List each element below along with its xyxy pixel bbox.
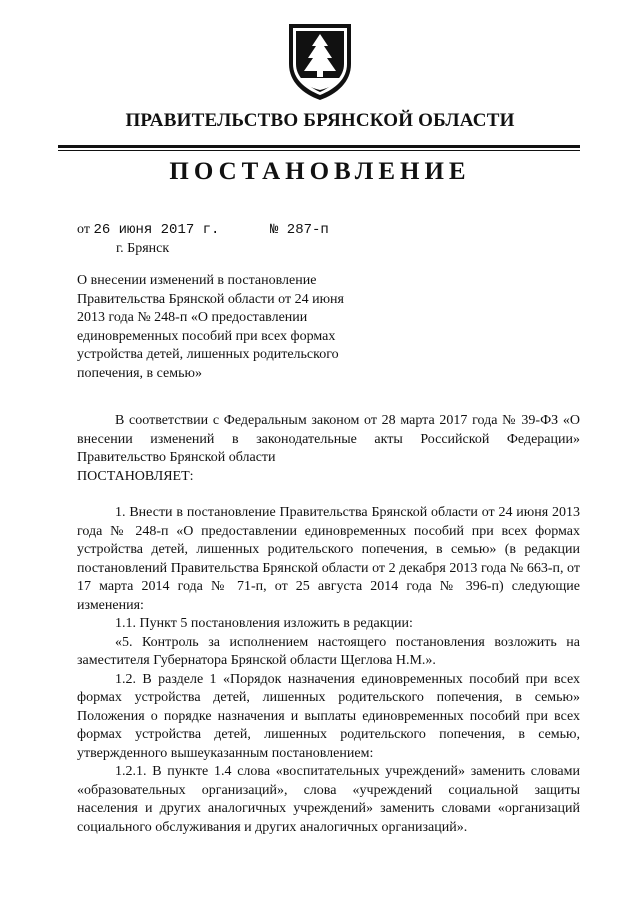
paragraph-1-1: 1.1. Пункт 5 постановления изложить в редакции: xyxy=(115,616,413,631)
document-body xyxy=(77,412,580,837)
paragraph-5-quote: «5. Контроль за исполнением настоящего постановления возложить на заместителя Губернатора Брянской области Щеглова Н.М.». xyxy=(77,634,580,668)
document-subject xyxy=(77,272,367,383)
subject-line: Правительства Брянской области от 24 июня xyxy=(77,291,344,307)
paragraph-1-2-1: 1.2.1. В пункте 1.4 слова «воспитательных учреждений» заменить словами «образовательных организаций», слова «учреждений социальной защиты населения и других аналогичных учреждений» заменить словами «организаций социального обслуживания и других аналогичных организаций». xyxy=(77,764,580,835)
date-prefix: от xyxy=(77,222,90,237)
document-number: № 287-п xyxy=(270,222,329,238)
subject-line: устройства детей, лишенных родительского xyxy=(77,347,339,362)
subject-line: О внесении изменений в постановление xyxy=(77,273,317,288)
document-city: г. Брянск xyxy=(116,241,170,256)
subject-line: 2013 года № 248-п «О предоставлении xyxy=(77,310,308,325)
coat-of-arms-icon xyxy=(285,20,355,102)
paragraph-1-2: 1.2. В разделе 1 «Порядок назначения единовременных пособий при всех формах устройства детей, лишенных родительского попечения, в семью» Положения о порядке назначения и выплаты единовременных пособий при всех формах устройства детей, лишенных родительского попечения, в семью, утвержденного вышеуказанным постановлением: xyxy=(77,671,580,761)
subject-line: единовременных пособий при всех формах xyxy=(77,328,336,344)
paragraph-1: 1. Внести в постановление Правительства Брянской области от 24 июня 2013 года № 248-п «О предоставлении единовременных пособий при всех формах устройства детей, лишенных родительского попечения, в семью» (в редакции постановлений Правительства Брянской области от 2 декабря 2013 года № 663-п, от 17 марта 2014 года № 71-п, от 25 августа 2014 года № 396-п) следующие изменения: xyxy=(77,505,580,613)
subject-line: попечения, в семью» xyxy=(77,365,202,381)
preamble-text: В соответствии с Федеральным законом от 28 марта 2017 года № 39-ФЗ «О внесении изменений в законодательные акты Российской Федерации» Правительство Брянской области xyxy=(77,413,580,465)
document-type-title: ПОСТАНОВЛЕНИЕ xyxy=(169,158,471,185)
header-rule-thick xyxy=(58,145,580,148)
decree-word: ПОСТАНОВЛЯЕТ: xyxy=(77,468,194,484)
document-date: 26 июня 2017 г. xyxy=(93,222,220,238)
government-title: ПРАВИТЕЛЬСТВО БРЯНСКОЙ ОБЛАСТИ xyxy=(125,110,515,131)
date-line xyxy=(77,222,219,238)
header-rule-thin xyxy=(58,150,580,151)
